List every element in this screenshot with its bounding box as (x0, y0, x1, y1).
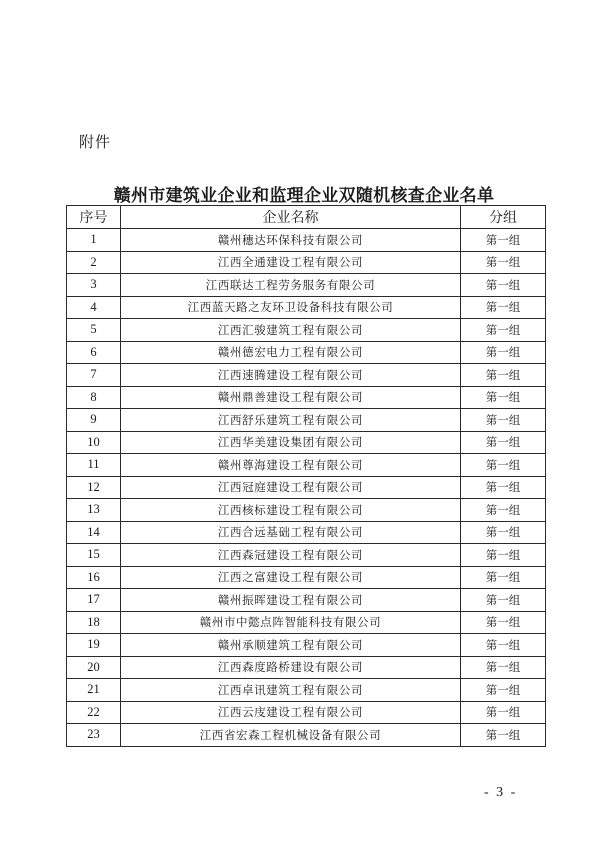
table-row (67, 386, 546, 409)
row-group: 第一组 (461, 611, 546, 634)
row-seq: 3 (67, 274, 121, 297)
table-row (67, 701, 546, 724)
row-seq: 5 (67, 319, 121, 342)
row-group: 第一组 (461, 386, 546, 409)
row-company-name: 江西蓝天路之友环卫设备科技有限公司 (121, 296, 461, 319)
company-list-table (66, 205, 546, 747)
row-seq: 11 (67, 454, 121, 477)
row-company-name: 江西云庋建设工程有限公司 (121, 701, 461, 724)
row-seq: 13 (67, 499, 121, 522)
row-company-name: 江西舒乐建筑工程有限公司 (121, 409, 461, 432)
row-seq: 23 (67, 724, 121, 747)
row-seq: 19 (67, 634, 121, 657)
table-row (67, 724, 546, 747)
document-title: 赣州市建筑业企业和监理企业双随机核查企业名单 (113, 186, 495, 206)
row-company-name: 赣州承顺建筑工程有限公司 (121, 634, 461, 657)
table-body (67, 229, 546, 747)
row-company-name: 江西冠庭建设工程有限公司 (121, 476, 461, 499)
row-company-name: 江西卓讯建筑工程有限公司 (121, 679, 461, 702)
row-seq: 4 (67, 296, 121, 319)
row-group: 第一组 (461, 409, 546, 432)
row-seq: 20 (67, 656, 121, 679)
row-group: 第一组 (461, 274, 546, 297)
row-company-name: 赣州尊海建设工程有限公司 (121, 454, 461, 477)
row-group: 第一组 (461, 656, 546, 679)
attachment-label: 附件 (79, 133, 112, 151)
row-group: 第一组 (461, 589, 546, 612)
table-row (67, 634, 546, 657)
row-group: 第一组 (461, 566, 546, 589)
row-company-name: 江西省宏森工程机械设备有限公司 (121, 724, 461, 747)
row-seq: 9 (67, 409, 121, 432)
header-company-name: 企业名称 (121, 206, 461, 229)
table-row (67, 521, 546, 544)
header-seq: 序号 (67, 206, 121, 229)
row-company-name: 江西联达工程劳务服务有限公司 (121, 274, 461, 297)
row-company-name: 江西华美建设集团有限公司 (121, 431, 461, 454)
row-group: 第一组 (461, 701, 546, 724)
table-row (67, 566, 546, 589)
table-header-row (67, 206, 546, 229)
row-company-name: 江西速腾建设工程有限公司 (121, 364, 461, 387)
table-row (67, 679, 546, 702)
row-seq: 21 (67, 679, 121, 702)
row-seq: 1 (67, 229, 121, 252)
table-row (67, 296, 546, 319)
row-company-name: 赣州振晖建设工程有限公司 (121, 589, 461, 612)
row-group: 第一组 (461, 319, 546, 342)
row-seq: 14 (67, 521, 121, 544)
row-group: 第一组 (461, 544, 546, 567)
row-group: 第一组 (461, 476, 546, 499)
row-group: 第一组 (461, 724, 546, 747)
table-row (67, 611, 546, 634)
table-row (67, 409, 546, 432)
row-group: 第一组 (461, 431, 546, 454)
table-row (67, 656, 546, 679)
row-group: 第一组 (461, 341, 546, 364)
row-seq: 12 (67, 476, 121, 499)
table-row (67, 476, 546, 499)
table-row (67, 341, 546, 364)
row-seq: 17 (67, 589, 121, 612)
page-number: - 3 - (484, 785, 518, 800)
header-group: 分组 (461, 206, 546, 229)
row-seq: 8 (67, 386, 121, 409)
row-seq: 6 (67, 341, 121, 364)
row-company-name: 赣州德宏电力工程有限公司 (121, 341, 461, 364)
row-company-name: 江西合远基础工程有限公司 (121, 521, 461, 544)
row-group: 第一组 (461, 521, 546, 544)
row-group: 第一组 (461, 634, 546, 657)
row-company-name: 赣州穗达环保科技有限公司 (121, 229, 461, 252)
row-group: 第一组 (461, 251, 546, 274)
row-group: 第一组 (461, 296, 546, 319)
row-company-name: 赣州市中懿点阵智能科技有限公司 (121, 611, 461, 634)
row-company-name: 江西全通建设工程有限公司 (121, 251, 461, 274)
row-seq: 18 (67, 611, 121, 634)
row-company-name: 江西汇骏建筑工程有限公司 (121, 319, 461, 342)
table-row (67, 251, 546, 274)
table-row (67, 274, 546, 297)
row-group: 第一组 (461, 229, 546, 252)
table-row (67, 431, 546, 454)
row-seq: 16 (67, 566, 121, 589)
row-seq: 10 (67, 431, 121, 454)
row-company-name: 江西森度路桥建设有限公司 (121, 656, 461, 679)
row-seq: 15 (67, 544, 121, 567)
row-group: 第一组 (461, 499, 546, 522)
row-group: 第一组 (461, 679, 546, 702)
row-group: 第一组 (461, 364, 546, 387)
row-company-name: 赣州鼎善建设工程有限公司 (121, 386, 461, 409)
row-seq: 7 (67, 364, 121, 387)
row-company-name: 江西森冠建设工程有限公司 (121, 544, 461, 567)
table-row (67, 319, 546, 342)
table-row (67, 544, 546, 567)
table-row (67, 364, 546, 387)
row-seq: 2 (67, 251, 121, 274)
row-company-name: 江西核标建设工程有限公司 (121, 499, 461, 522)
table-row (67, 499, 546, 522)
table-row (67, 229, 546, 252)
row-company-name: 江西之富建设工程有限公司 (121, 566, 461, 589)
row-seq: 22 (67, 701, 121, 724)
table-row (67, 589, 546, 612)
row-group: 第一组 (461, 454, 546, 477)
table-row (67, 454, 546, 477)
